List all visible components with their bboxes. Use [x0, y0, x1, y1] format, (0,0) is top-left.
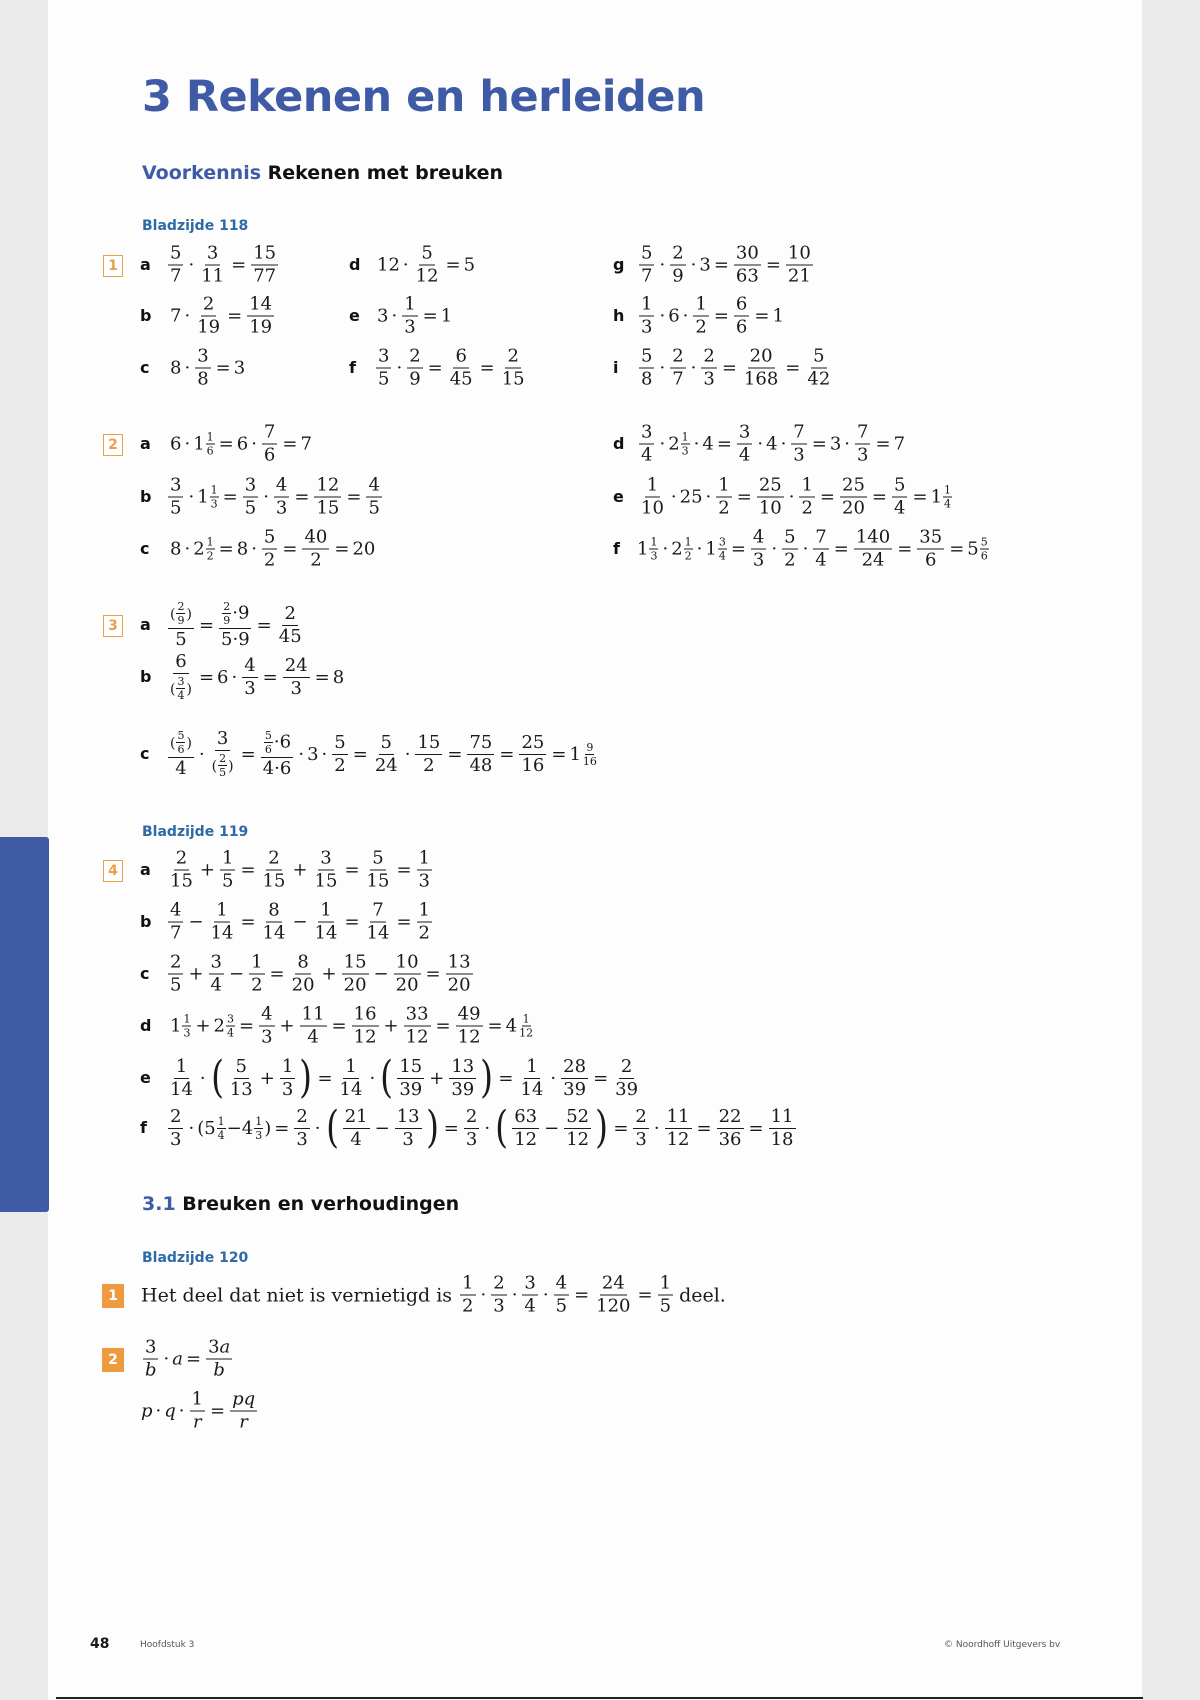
part-letter: a — [140, 434, 151, 453]
part-letter: b — [140, 487, 152, 506]
part-letter: a — [140, 255, 151, 274]
answer-1g: 5 7 · 2 9 · 3 = $\frac{30}{63}$ = $\frac{10}{21}$ — [641, 242, 811, 287]
part-letter: d — [613, 434, 625, 453]
answer-3-1-2-line2: p · q · $\frac{1}{r}$ = $\frac{pq}{r}$ — [141, 1388, 256, 1433]
part-letter: e — [613, 487, 624, 506]
part-letter: e — [349, 306, 360, 325]
part-letter: c — [140, 744, 150, 763]
part-letter: h — [613, 306, 625, 325]
answer-2c: 8 · 2 $\frac{1}{2}$ = 8 · $\frac{5}{2}$ = $\frac{40}{2}$ = 20 — [170, 526, 376, 571]
answer-3b: 6 ( $\frac{3}{4}$ ) = 6 · $\frac{4}{3}$ = $\frac{24}{3}$ = 8 — [170, 651, 345, 702]
part-letter: c — [140, 358, 150, 377]
voorkennis-heading — [142, 162, 503, 184]
section-number: 3.1 — [142, 1193, 176, 1215]
answer-3c: ( $\frac{5}{6}$ ) 4 · 3 ( $\frac{2}{5}$ ) = $\frac{5}{6}$ ·6 4·6 · 3 · $\frac{5}{2}$ = $\frac{5}{24}$ · $\frac{15}{2}$ = $\frac{75}{48}$ = $\frac{25}{16}$ = 1 9 16 — [170, 728, 597, 779]
part-letter: c — [140, 539, 150, 558]
answer-1h: 1 3 · 6 · $\frac{1}{2}$ = $\frac{6}{6}$ = 1 — [641, 293, 784, 338]
part-letter: a — [140, 860, 151, 879]
footer-chapter: Hoofdstuk 3 — [140, 1640, 195, 1650]
part-letter: b — [140, 667, 152, 686]
page-ref-118: Bladzijde 118 — [142, 218, 249, 234]
answer-text-after: deel. — [679, 1284, 726, 1306]
part-letter: f — [613, 539, 620, 558]
answer-2d: 3 4 · 2 1 3 · 4 = $\frac{3}{4}$ · 4 · $\frac{7}{3}$ = 3 · $\frac{7}{3}$ = 7 — [641, 421, 906, 466]
answer-4d: 1 1 3 + 2 $\frac{3}{4}$ = $\frac{4}{3}$ + $\frac{11}{4}$ = $\frac{16}{12}$ + $\frac{33}{12}$ = $\frac{49}{12}$ = 4 1 12 — [170, 1003, 534, 1048]
answer-text-before: Het deel dat niet is vernietigd is — [141, 1284, 453, 1306]
part-letter: g — [613, 255, 625, 274]
answer-2a: 6 · 1 $\frac{1}{6}$ = 6 · $\frac{7}{6}$ = 7 — [170, 421, 312, 466]
exercise-number-3: 3 — [103, 615, 123, 637]
answer-1e: 3 · $\frac{1}{3}$ = 1 — [377, 293, 453, 338]
chapter-title: 3 Rekenen en herleiden — [142, 72, 706, 122]
part-letter: b — [140, 306, 152, 325]
part-letter: e — [140, 1068, 151, 1087]
page-ref-120: Bladzijde 120 — [142, 1250, 249, 1266]
part-letter: f — [140, 1118, 147, 1137]
voorkennis-label: Voorkennis — [142, 162, 262, 184]
exercise-number-3-1-1: 1 — [102, 1284, 124, 1308]
answer-3-1-1: Het deel dat niet is vernietigd is 1 2 · 2 3 · 3 4 · $\frac{4}{5}$ = $\frac{24}{120}$ = $\frac{1}{5}$ deel. — [141, 1272, 726, 1317]
chapter-side-tab — [0, 837, 49, 1212]
answer-3a: ( $\frac{2}{9}$ ) 5 = $\frac{2}{9}$ ·9 5·9 = $\frac{2}{45}$ — [170, 600, 302, 650]
answer-1c: 8 · $\frac{3}{8}$ = 3 — [170, 345, 246, 390]
part-letter: b — [140, 912, 152, 931]
section-3-1-heading — [142, 1193, 459, 1215]
part-letter: i — [613, 358, 619, 377]
answer-2f: 1 1 3 · 2 1 2 · 1 $\frac{3}{4}$ = $\frac{4}{3}$ · 5 2 · $\frac{7}{4}$ = $\frac{140}{24}$ = $\frac{35}{6}$ = 5 5 6 — [637, 526, 988, 571]
answer-4c: 2 5 + $\frac{3}{4}$ − $\frac{1}{2}$ = $\frac{8}{20}$ + $\frac{15}{20}$ − $\frac{10}{20}$ = $\frac{13}{20}$ — [170, 951, 471, 996]
voorkennis-title: Rekenen met breuken — [267, 162, 504, 184]
part-letter: a — [140, 615, 151, 634]
exercise-number-1: 1 — [103, 255, 123, 277]
answer-2e: 1 10 · 25 · $\frac{1}{2}$ = $\frac{25}{10}$ · $\frac{1}{2}$ = $\frac{25}{20}$ = $\frac{5}{4}$ = 1 1 4 — [641, 474, 952, 519]
page-ref-119: Bladzijde 119 — [142, 824, 249, 840]
footer-page-number: 48 — [90, 1636, 110, 1652]
part-letter: d — [140, 1016, 152, 1035]
answer-1f: 3 5 · $\frac{2}{9}$ = $\frac{6}{45}$ = $\frac{2}{15}$ — [378, 345, 525, 390]
bottom-rule — [56, 1697, 1143, 1699]
section-title: Breuken en verhoudingen — [182, 1193, 460, 1215]
answer-1d: 12 · $\frac{5}{12}$ = 5 — [377, 242, 476, 287]
footer-copyright: © Noordhoff Uitgevers bv — [944, 1640, 1061, 1650]
part-letter: f — [349, 358, 356, 377]
part-letter: c — [140, 964, 150, 983]
exercise-number-3-1-2: 2 — [102, 1348, 124, 1372]
answer-2b: 3 5 · 1 $\frac{1}{3}$ = $\frac{3}{5}$ · $\frac{4}{3}$ = $\frac{12}{15}$ = $\frac{4}{5}$ — [170, 474, 380, 519]
answer-1a: 5 7 · $\frac{3}{11}$ = $\frac{15}{77}$ — [170, 242, 277, 287]
answer-4a: 2 15 + $\frac{1}{5}$ = $\frac{2}{15}$ + $\frac{3}{15}$ = $\frac{5}{15}$ = $\frac{1}{3}$ — [170, 847, 430, 892]
answer-4e: 1 14 · ( 5 13 + $\frac{1}{3}$ ) = $\frac{1}{14}$ · ( 15 39 + $\frac{13}{39}$ ) = $\frac{1}{14}$ · $\frac{28}{39}$ = $\frac{2}{39}$ — [170, 1052, 639, 1103]
answer-3-1-2-line1: 3 b · a = $\frac{3a}{b}$ — [145, 1336, 231, 1381]
answer-1i: 5 8 · 2 7 · $\frac{2}{3}$ = $\frac{20}{168}$ = $\frac{5}{42}$ — [641, 345, 831, 390]
answer-1b: 7 · $\frac{2}{19}$ = $\frac{14}{19}$ — [170, 293, 273, 338]
exercise-number-2: 2 — [103, 434, 123, 456]
exercise-number-4: 4 — [103, 860, 123, 882]
answer-4b: 4 7 − $\frac{1}{14}$ = $\frac{8}{14}$ − $\frac{1}{14}$ = $\frac{7}{14}$ = $\frac{1}{2}$ — [170, 899, 430, 944]
part-letter: d — [349, 255, 361, 274]
answer-4f: 2 3 · (5 1 4 −4 1 3 ) = $\frac{2}{3}$ · ( 21 4 − $\frac{13}{3}$ ) = $\frac{2}{3}$ · ( 63 12 − $\frac{52}{12}$ ) = $\frac{2}{3}$ · $\frac{11}{12}$ = $\frac{22}{36}$ = $\frac{11}{18}$ — [170, 1102, 794, 1153]
